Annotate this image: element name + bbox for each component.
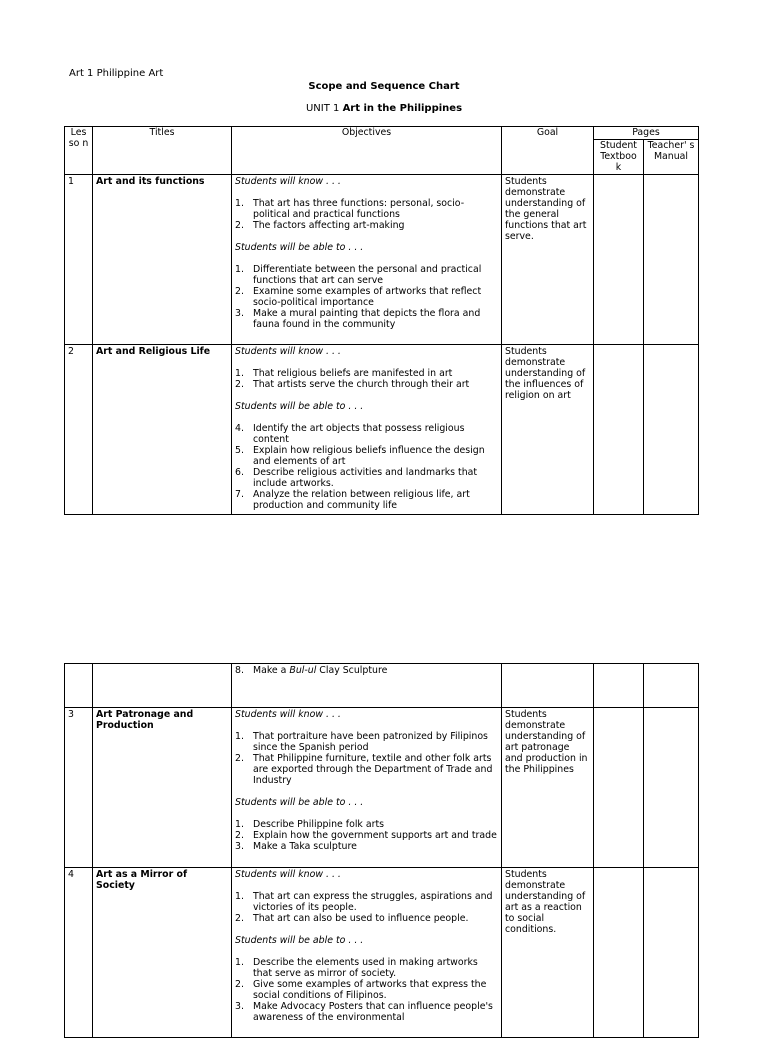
student-page-cell bbox=[594, 868, 644, 1038]
list-item: 1. That art has three functions: personal, socio-political and practical functions bbox=[235, 198, 465, 220]
objectives-cell bbox=[232, 708, 502, 868]
list-item: 3. Make a mural painting that depicts the flora and fauna found in the community bbox=[235, 308, 481, 330]
teacher-page-cell bbox=[644, 345, 699, 515]
goal-cell: Students demonstrate understanding of the general functions that art serve. bbox=[502, 175, 594, 345]
table-row bbox=[65, 868, 699, 1038]
lesson-title: Art as a Mirror of Society bbox=[93, 868, 232, 1038]
lesson-title: Art Patronage and Production bbox=[93, 708, 232, 868]
lesson-header: Les so n bbox=[65, 127, 93, 175]
titles-header: Titles bbox=[93, 127, 232, 175]
list-item: 2. Give some examples of artworks that express the social conditions of Filipinos. bbox=[235, 979, 487, 1001]
list-item: 1. Differentiate between the personal and practical functions that art can serve bbox=[235, 264, 482, 286]
student-page-cell bbox=[594, 664, 644, 708]
unit-heading bbox=[0, 103, 768, 114]
list-item: 1. That portraiture have been patronized by Filipinos since the Spanish period bbox=[235, 731, 488, 753]
unit-name: Art in the Philippines bbox=[342, 103, 463, 114]
goal-cell: Students demonstrate understanding of art patronage and production in the Philippines bbox=[502, 708, 594, 868]
able-list bbox=[235, 957, 498, 1023]
able-list bbox=[235, 264, 498, 330]
list-item: 2. That Philippine furniture, textile and other folk arts are exported through the Department of Trade and Industry bbox=[235, 753, 493, 786]
able-list bbox=[235, 423, 498, 511]
scope-table-page-2 bbox=[64, 663, 699, 1038]
lesson-number: 4 bbox=[65, 868, 93, 1038]
goal-cell: Students demonstrate understanding of the influences of religion on art bbox=[502, 345, 594, 515]
table-row bbox=[65, 345, 699, 515]
list-item: 3. Make Advocacy Posters that can influence people's awareness of the environmental bbox=[235, 1001, 493, 1023]
know-list bbox=[235, 198, 498, 231]
lesson-number bbox=[65, 664, 93, 708]
student-page-cell bbox=[594, 708, 644, 868]
table-row bbox=[65, 664, 699, 708]
able-heading: Students will be able to . . . bbox=[235, 797, 364, 808]
scope-table-page-1 bbox=[64, 126, 699, 515]
list-item: 2. Examine some examples of artworks that reflect socio-political importance bbox=[235, 286, 482, 308]
goal-header: Goal bbox=[502, 127, 594, 175]
list-item: 2. Explain how the government supports art and trade bbox=[235, 830, 497, 841]
objectives-cell bbox=[232, 664, 502, 708]
objectives-cell bbox=[232, 868, 502, 1038]
lesson-title: Art and its functions bbox=[93, 175, 232, 345]
table-row bbox=[65, 175, 699, 345]
student-page-cell bbox=[594, 345, 644, 515]
know-heading: Students will know . . . bbox=[235, 869, 341, 880]
goal-cell: Students demonstrate understanding of art as a reaction to social conditions. bbox=[502, 868, 594, 1038]
lesson-number: 1 bbox=[65, 175, 93, 345]
list-item: 2. That art can also be used to influence people. bbox=[235, 913, 469, 924]
know-list bbox=[235, 891, 498, 924]
able-heading: Students will be able to . . . bbox=[235, 935, 364, 946]
lesson-title bbox=[93, 664, 232, 708]
able-heading: Students will be able to . . . bbox=[235, 401, 364, 412]
able-list bbox=[235, 665, 498, 676]
know-heading: Students will know . . . bbox=[235, 346, 341, 357]
student-textbook-header: Student Textboo k bbox=[594, 140, 644, 175]
list-item: 8. Make a Bul-ul Clay Sculpture bbox=[235, 665, 388, 676]
teacher-page-cell bbox=[644, 664, 699, 708]
able-list bbox=[235, 819, 498, 852]
list-item: 1. Describe Philippine folk arts bbox=[235, 819, 384, 830]
know-heading: Students will know . . . bbox=[235, 709, 341, 720]
teacher-manual-header: Teacher' s Manual bbox=[644, 140, 699, 175]
teacher-page-cell bbox=[644, 175, 699, 345]
objectives-cell bbox=[232, 345, 502, 515]
list-item: 1. That art can express the struggles, aspirations and victories of its people. bbox=[235, 891, 493, 913]
know-heading: Students will know . . . bbox=[235, 176, 341, 187]
list-item: 1. That religious beliefs are manifested in art bbox=[235, 368, 453, 379]
pages-header: Pages bbox=[594, 127, 699, 140]
list-item: 1. Describe the elements used in making artworks that serve as mirror of society. bbox=[235, 957, 478, 979]
chart-title: Scope and Sequence Chart bbox=[308, 81, 460, 92]
able-heading: Students will be able to . . . bbox=[235, 242, 364, 253]
student-page-cell bbox=[594, 175, 644, 345]
teacher-page-cell bbox=[644, 708, 699, 868]
list-item: 2. That artists serve the church through their art bbox=[235, 379, 470, 390]
unit-prefix: UNIT 1 bbox=[305, 103, 340, 114]
goal-cell bbox=[502, 664, 594, 708]
objectives-header: Objectives bbox=[232, 127, 502, 175]
objectives-cell bbox=[232, 175, 502, 345]
list-item: 4. Identify the art objects that possess religious content bbox=[235, 423, 465, 445]
list-item: 5. Explain how religious beliefs influence the design and elements of art bbox=[235, 445, 485, 467]
table-row bbox=[65, 708, 699, 868]
know-list bbox=[235, 368, 498, 390]
lesson-number: 3 bbox=[65, 708, 93, 868]
list-item: 6. Describe religious activities and landmarks that include artworks. bbox=[235, 467, 478, 489]
list-item: 2. The factors affecting art-making bbox=[235, 220, 405, 231]
know-list bbox=[235, 731, 498, 786]
course-label: Art 1 Philippine Art bbox=[69, 68, 164, 79]
lesson-title: Art and Religious Life bbox=[93, 345, 232, 515]
teacher-page-cell bbox=[644, 868, 699, 1038]
list-item: 3. Make a Taka sculpture bbox=[235, 841, 357, 852]
lesson-number: 2 bbox=[65, 345, 93, 515]
header-row bbox=[65, 127, 699, 140]
list-item: 7. Analyze the relation between religious life, art production and community life bbox=[235, 489, 470, 511]
